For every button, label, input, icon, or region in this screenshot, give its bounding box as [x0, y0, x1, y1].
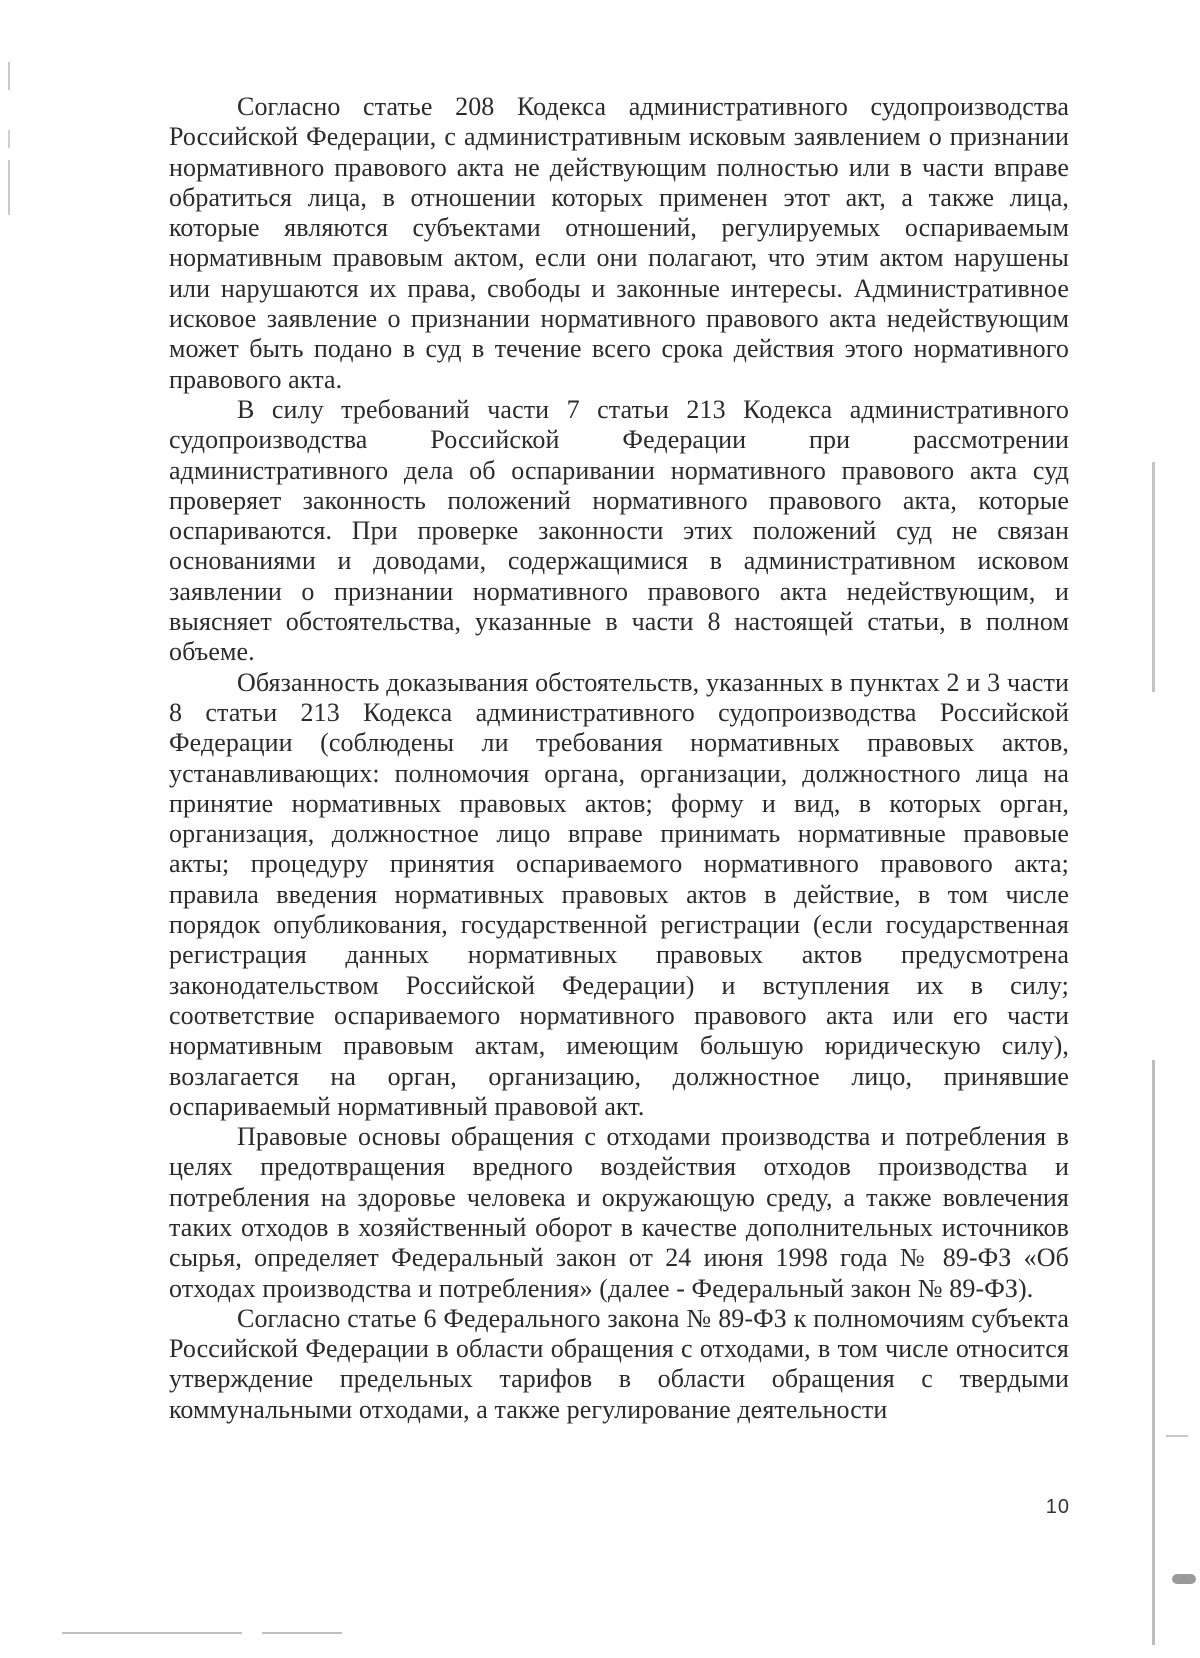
scan-artifact-left-1 [8, 62, 10, 90]
paragraph-article-208: Согласно статье 208 Кодекса административного судопроизводства Российской Федерации, с административным исковым заявлением о признании нормативного правового акта не действующим полностью или в части вправе обратиться лица, в отношении которых применен этот акт, а также лица, которые являются субъектами отношений, регулируемых оспариваемым нормативным правовым актом, если они полагают, что этим актом нарушены или нарушаются их права, свободы и законные интересы. Административное исковое заявление о признании нормативного правового акта недействующим может быть подано в суд в течение всего срока действия этого нормативного правового акта. [169, 92, 1069, 394]
page-number: 10 [1045, 1496, 1070, 1518]
scan-artifact-bottom-1 [62, 1632, 242, 1634]
scan-artifact-right-1 [1152, 462, 1155, 692]
scan-artifact-right-2 [1152, 1060, 1155, 1645]
scan-artifact-right-dash [1166, 1435, 1188, 1437]
scan-artifact-bottom-2 [262, 1632, 342, 1634]
paragraph-article-6: Согласно статье 6 Федерального закона № 89-ФЗ к полномочиям субъекта Российской Федерации в области обращения с отходами, в том числе относится утверждение предельных тарифов в области обращения с твердыми коммунальными отходами, а также регулирование деятельности [169, 1303, 1069, 1424]
paragraph-federal-law-89: Правовые основы обращения с отходами производства и потребления в целях предотвращения вредного воздействия отходов производства и потребления на здоровье человека и окружающую среду, а также вовлечения таких отходов в хозяйственный оборот в качестве дополнительных источников сырья, определяет Федеральный закон от 24 июня 1998 года № 89-ФЗ «Об отходах производства и потребления» (далее - Федеральный закон № 89-ФЗ). [169, 1122, 1069, 1303]
paragraph-burden-of-proof: Обязанность доказывания обстоятельств, указанных в пунктах 2 и 3 части 8 статьи 213 Кодекса административного судопроизводства Российской Федерации (соблюдены ли требования нормативных правовых актов, устанавливающих: полномочия органа, организации, должностного лица на принятие нормативных правовых актов; форму и вид, в которых орган, организация, должностное лицо вправе принимать нормативные правовые акты; процедуру принятия оспариваемого нормативного правового акта; правила введения нормативных правовых актов в действие, в том числе порядок опубликования, государственной регистрации (если государственная регистрация данных нормативных правовых актов предусмотрена законодательством Российской Федерации) и вступления их в силу; соответствие оспариваемого нормативного правового акта или его части нормативным правовым актам, имеющим большую юридическую силу), возлагается на орган, организацию, должностное лицо, принявшие оспариваемый нормативный правовой акт. [169, 667, 1069, 1121]
scan-artifact-left-3 [8, 160, 10, 215]
scan-artifact-right-blob [1172, 1574, 1196, 1584]
paragraph-article-213-part-7: В силу требований части 7 статьи 213 Кодекса административного судопроизводства Российской Федерации при рассмотрении административного дела об оспаривании нормативного правового акта суд проверяет законность положений нормативного правового акта, которые оспариваются. При проверке законности этих положений суд не связан основаниями и доводами, содержащимися в административном исковом заявлении о признании нормативного правового акта недействующим, и выясняет обстоятельства, указанные в части 8 настоящей статьи, в полном объеме. [169, 394, 1069, 667]
document-body [169, 92, 1069, 1425]
scan-artifact-left-2 [8, 130, 10, 148]
